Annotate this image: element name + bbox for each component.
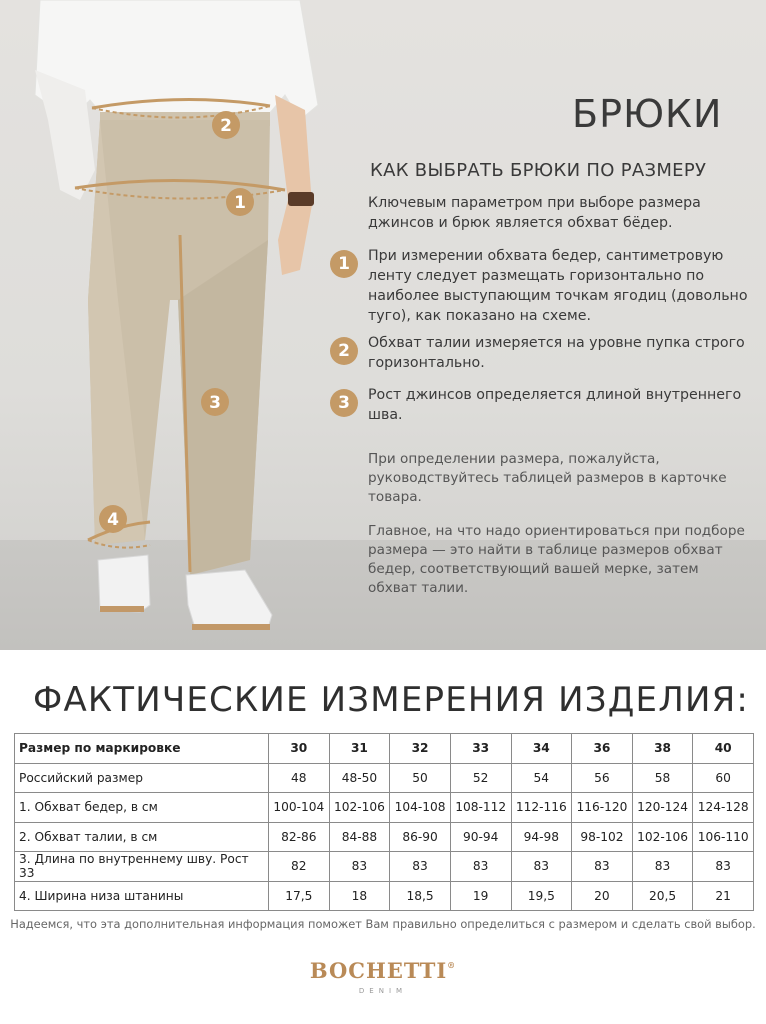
table-cell: 86-90: [390, 822, 451, 852]
table-cell: 83: [450, 852, 511, 882]
table-cell: 52: [450, 763, 511, 793]
table-header-cell: 36: [572, 734, 633, 764]
table-cell: 83: [693, 852, 754, 882]
footer-note: Надеемся, что эта дополнительная информация поможет Вам правильно определиться с размером и сделать свой выбор.: [10, 917, 756, 931]
table-header-cell: 38: [632, 734, 693, 764]
table-cell: 60: [693, 763, 754, 793]
table-cell: 83: [329, 852, 390, 882]
table-row: [15, 822, 754, 852]
table-cell: 21: [693, 881, 754, 911]
table-cell: 83: [511, 852, 572, 882]
table-cell: 18,5: [390, 881, 451, 911]
brand-logo: [0, 958, 766, 995]
table-header-cell: 32: [390, 734, 451, 764]
table-cell: 18: [329, 881, 390, 911]
table-cell: 50: [390, 763, 451, 793]
table-cell: 4. Ширина низа штанины: [15, 881, 269, 911]
table-cell: 104-108: [390, 793, 451, 823]
table-cell: 102-106: [329, 793, 390, 823]
table-cell: 19,5: [511, 881, 572, 911]
table-header-cell: 30: [269, 734, 330, 764]
table-row: [15, 793, 754, 823]
table-cell: 102-106: [632, 822, 693, 852]
table-cell: 100-104: [269, 793, 330, 823]
measurements-title: ФАКТИЧЕСКИЕ ИЗМЕРЕНИЯ ИЗДЕЛИЯ:: [33, 680, 750, 720]
table-cell: 19: [450, 881, 511, 911]
table-cell: 82: [269, 852, 330, 882]
table-cell: 48-50: [329, 763, 390, 793]
table-header-cell: Размер по маркировке: [15, 734, 269, 764]
page-title: БРЮКИ: [572, 92, 723, 136]
table-header-cell: 31: [329, 734, 390, 764]
marker-2: [212, 111, 240, 139]
table-header-cell: 33: [450, 734, 511, 764]
table-header-cell: 40: [693, 734, 754, 764]
brand-name: BOCHETTI: [309, 958, 448, 983]
table-cell: 58: [632, 763, 693, 793]
table-cell: 56: [572, 763, 633, 793]
table-cell: 20,5: [632, 881, 693, 911]
table-cell: 54: [511, 763, 572, 793]
table-cell: 83: [632, 852, 693, 882]
table-cell: 1. Обхват бедер, в см: [15, 793, 269, 823]
marker-4: [99, 505, 127, 533]
table-row: [15, 852, 754, 882]
svg-text:4: 4: [107, 510, 119, 530]
table-cell: 82-86: [269, 822, 330, 852]
intro-text: Ключевым параметром при выборе размера джинсов и брюк является обхват бёдер.: [368, 195, 701, 231]
step-2-number: 2: [330, 337, 358, 365]
note-table-reference: При определении размера, пожалуйста, руководствуйтесь таблицей размеров в карточке товара.: [368, 451, 727, 505]
table-cell: 94-98: [511, 822, 572, 852]
size-table: [14, 733, 754, 911]
svg-text:1: 1: [234, 193, 246, 213]
brand-subtitle: DENIM: [358, 987, 408, 995]
table-cell: 2. Обхват талии, в см: [15, 822, 269, 852]
subtitle: КАК ВЫБРАТЬ БРЮКИ ПО РАЗМЕРУ: [370, 160, 707, 181]
table-cell: 48: [269, 763, 330, 793]
table-row: [15, 763, 754, 793]
table-cell: 106-110: [693, 822, 754, 852]
marker-1: [226, 188, 254, 216]
note-main-advice: Главное, на что надо ориентироваться при подборе размера — это найти в таблице размеров обхват бедер, соответствующий вашей мерке, затем обхват талии.: [368, 523, 745, 596]
table-cell: 20: [572, 881, 633, 911]
table-cell: 83: [390, 852, 451, 882]
table-cell: 112-116: [511, 793, 572, 823]
table-cell: Российский размер: [15, 763, 269, 793]
brand-registered-mark: ®: [447, 960, 457, 970]
marker-3: [201, 388, 229, 416]
step-1-number: 1: [330, 250, 358, 278]
svg-text:3: 3: [209, 393, 221, 413]
table-cell: 116-120: [572, 793, 633, 823]
table-cell: 90-94: [450, 822, 511, 852]
table-header-cell: 34: [511, 734, 572, 764]
table-cell: 3. Длина по внутреннему шву. Рост 33: [15, 852, 269, 882]
table-cell: 84-88: [329, 822, 390, 852]
step-3-number: 3: [330, 389, 358, 417]
table-cell: 120-124: [632, 793, 693, 823]
table-cell: 17,5: [269, 881, 330, 911]
svg-text:2: 2: [220, 116, 232, 136]
step-3-text: Рост джинсов определяется длиной внутреннего шва.: [368, 387, 742, 423]
step-1-text: При измерении обхвата бедер, сантиметровую ленту следует размещать горизонтально по наиболее выступающим точкам ягодиц (довольно туго), как показано на схеме.: [368, 248, 748, 324]
table-cell: 83: [572, 852, 633, 882]
table-cell: 108-112: [450, 793, 511, 823]
model-figure-illustration: [0, 0, 330, 650]
table-row: [15, 881, 754, 911]
table-header-row: [15, 734, 754, 764]
table-cell: 124-128: [693, 793, 754, 823]
step-2-text: Обхват талии измеряется на уровне пупка строго горизонтально.: [368, 335, 745, 371]
table-cell: 98-102: [572, 822, 633, 852]
